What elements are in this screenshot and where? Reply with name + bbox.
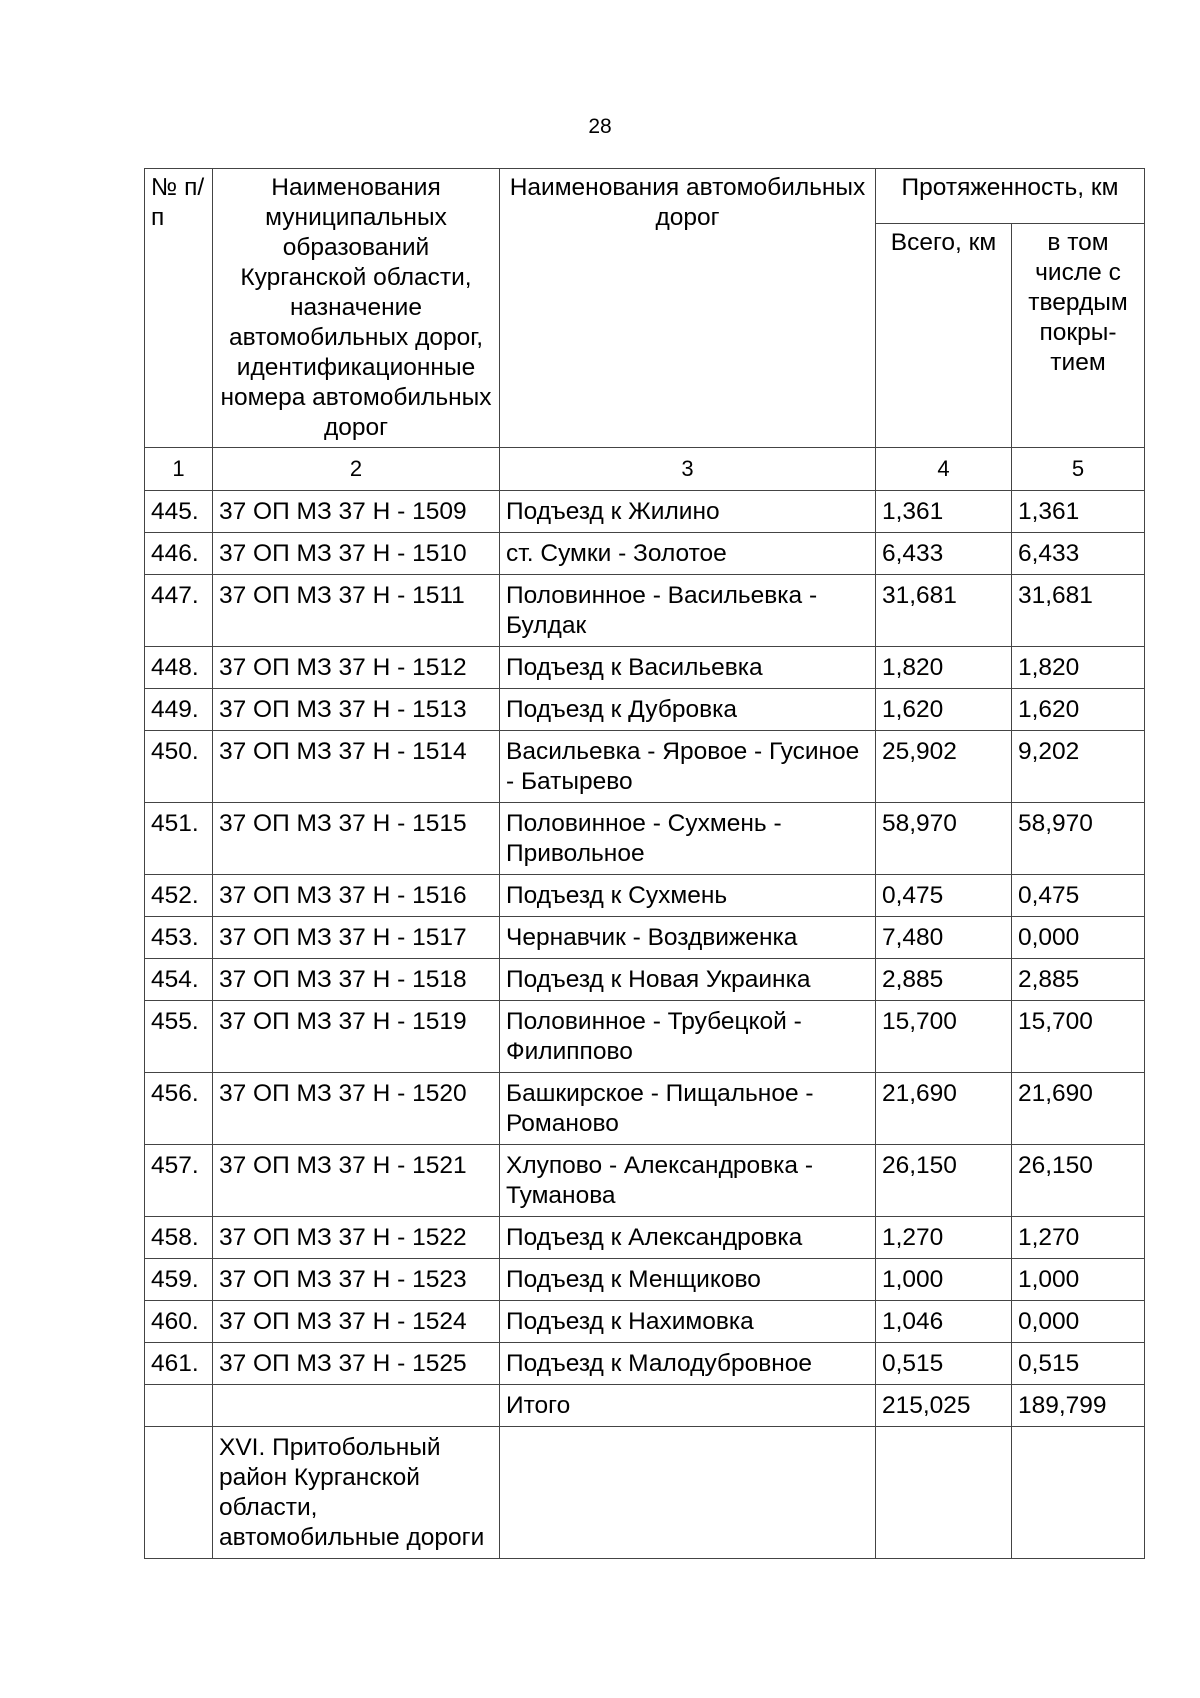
row-num: 451. (145, 803, 213, 875)
header-length: Протяженность, км (876, 169, 1145, 224)
row-road-name: ст. Сумки - Золотое (500, 533, 876, 575)
row-code: 37 ОП МЗ 37 Н - 1519 (213, 1001, 500, 1073)
table-row (145, 1145, 1145, 1217)
row-road-name: Половинное - Трубецкой - Филиппово (500, 1001, 876, 1073)
header-total: Всего, км (876, 223, 1012, 447)
row-total: 26,150 (876, 1145, 1012, 1217)
table-row (145, 917, 1145, 959)
column-number: 5 (1012, 448, 1145, 491)
row-road-name: Подъезд к Васильевка (500, 647, 876, 689)
row-road-name: Подъезд к Сухмень (500, 875, 876, 917)
row-road-name: Подъезд к Менщиково (500, 1259, 876, 1301)
row-code: 37 ОП МЗ 37 Н - 1524 (213, 1301, 500, 1343)
row-hard-surface: 9,202 (1012, 731, 1145, 803)
section-empty-cell (1012, 1427, 1145, 1559)
row-total: 0,515 (876, 1343, 1012, 1385)
row-num: 454. (145, 959, 213, 1001)
header-hard-surface: в том числе с твердым покры- тием (1012, 223, 1145, 447)
row-hard-surface: 0,000 (1012, 917, 1145, 959)
row-total: 1,000 (876, 1259, 1012, 1301)
total-empty-cell (145, 1385, 213, 1427)
row-total: 6,433 (876, 533, 1012, 575)
section-title: XVI. Притобольный район Курганской области, автомобильные дороги (213, 1427, 500, 1559)
row-hard-surface: 1,620 (1012, 689, 1145, 731)
row-num: 457. (145, 1145, 213, 1217)
row-hard-surface: 1,270 (1012, 1217, 1145, 1259)
row-hard-surface: 1,820 (1012, 647, 1145, 689)
row-road-name: Подъезд к Жилино (500, 491, 876, 533)
row-num: 446. (145, 533, 213, 575)
table-row (145, 647, 1145, 689)
column-number: 3 (500, 448, 876, 491)
section-row (145, 1427, 1145, 1559)
row-code: 37 ОП МЗ 37 Н - 1518 (213, 959, 500, 1001)
header-roads: Наименования автомобильных дорог (500, 169, 876, 448)
table-row (145, 803, 1145, 875)
row-total: 0,475 (876, 875, 1012, 917)
row-hard-surface: 58,970 (1012, 803, 1145, 875)
row-road-name: Подъезд к Александровка (500, 1217, 876, 1259)
row-road-name: Подъезд к Новая Украинка (500, 959, 876, 1001)
row-total: 58,970 (876, 803, 1012, 875)
row-num: 459. (145, 1259, 213, 1301)
row-code: 37 ОП МЗ 37 Н - 1511 (213, 575, 500, 647)
row-hard-surface: 6,433 (1012, 533, 1145, 575)
row-num: 450. (145, 731, 213, 803)
header-municipal: Наименования муниципальных образований Курганской области, назначение автомобильных дорог, идентификационные номера автомобильных дорог (213, 169, 500, 448)
row-hard-surface: 1,361 (1012, 491, 1145, 533)
row-num: 449. (145, 689, 213, 731)
row-code: 37 ОП МЗ 37 Н - 1521 (213, 1145, 500, 1217)
row-total: 2,885 (876, 959, 1012, 1001)
row-num: 445. (145, 491, 213, 533)
row-code: 37 ОП МЗ 37 Н - 1509 (213, 491, 500, 533)
section-empty-cell (876, 1427, 1012, 1559)
row-road-name: Половинное - Васильевка - Булдак (500, 575, 876, 647)
total-length: 215,025 (876, 1385, 1012, 1427)
table-row (145, 959, 1145, 1001)
row-road-name: Чернавчик - Воздвиженка (500, 917, 876, 959)
row-road-name: Подъезд к Дубровка (500, 689, 876, 731)
row-hard-surface: 0,515 (1012, 1343, 1145, 1385)
row-total: 1,361 (876, 491, 1012, 533)
row-road-name: Хлупово - Александровка - Туманова (500, 1145, 876, 1217)
row-hard-surface: 31,681 (1012, 575, 1145, 647)
row-road-name: Подъезд к Нахимовка (500, 1301, 876, 1343)
section-empty-cell (145, 1427, 213, 1559)
row-hard-surface: 15,700 (1012, 1001, 1145, 1073)
row-code: 37 ОП МЗ 37 Н - 1510 (213, 533, 500, 575)
column-number: 1 (145, 448, 213, 491)
table-row (145, 491, 1145, 533)
total-label: Итого (500, 1385, 876, 1427)
row-total: 15,700 (876, 1001, 1012, 1073)
row-hard-surface: 1,000 (1012, 1259, 1145, 1301)
table-row (145, 1217, 1145, 1259)
table-row (145, 1073, 1145, 1145)
row-code: 37 ОП МЗ 37 Н - 1513 (213, 689, 500, 731)
row-total: 1,620 (876, 689, 1012, 731)
row-num: 452. (145, 875, 213, 917)
roads-table (144, 168, 1145, 1559)
row-num: 455. (145, 1001, 213, 1073)
row-num: 461. (145, 1343, 213, 1385)
row-hard-surface: 21,690 (1012, 1073, 1145, 1145)
header-num: № п/п (145, 169, 213, 448)
row-total: 1,820 (876, 647, 1012, 689)
row-code: 37 ОП МЗ 37 Н - 1514 (213, 731, 500, 803)
row-total: 7,480 (876, 917, 1012, 959)
table-row (145, 575, 1145, 647)
row-code: 37 ОП МЗ 37 Н - 1522 (213, 1217, 500, 1259)
page-number: 28 (588, 115, 612, 138)
row-road-name: Башкирское - Пищальное - Романово (500, 1073, 876, 1145)
row-num: 453. (145, 917, 213, 959)
total-row (145, 1385, 1145, 1427)
row-hard-surface: 0,000 (1012, 1301, 1145, 1343)
table-row (145, 1001, 1145, 1073)
header-row-1 (145, 169, 1145, 224)
row-code: 37 ОП МЗ 37 Н - 1525 (213, 1343, 500, 1385)
column-numbers-row (145, 448, 1145, 491)
row-hard-surface: 2,885 (1012, 959, 1145, 1001)
row-code: 37 ОП МЗ 37 Н - 1517 (213, 917, 500, 959)
table-row (145, 689, 1145, 731)
row-code: 37 ОП МЗ 37 Н - 1520 (213, 1073, 500, 1145)
table-row (145, 1259, 1145, 1301)
row-hard-surface: 26,150 (1012, 1145, 1145, 1217)
table-row (145, 875, 1145, 917)
column-number: 4 (876, 448, 1012, 491)
row-total: 1,270 (876, 1217, 1012, 1259)
table-row (145, 731, 1145, 803)
row-num: 458. (145, 1217, 213, 1259)
table-row (145, 533, 1145, 575)
total-empty-cell (213, 1385, 500, 1427)
row-hard-surface: 0,475 (1012, 875, 1145, 917)
row-road-name: Васильевка - Яровое - Гусиное - Батырево (500, 731, 876, 803)
row-num: 447. (145, 575, 213, 647)
row-total: 21,690 (876, 1073, 1012, 1145)
row-total: 1,046 (876, 1301, 1012, 1343)
row-total: 31,681 (876, 575, 1012, 647)
column-number: 2 (213, 448, 500, 491)
table-row (145, 1301, 1145, 1343)
row-road-name: Подъезд к Малодубровное (500, 1343, 876, 1385)
row-road-name: Половинное - Сухмень - Привольное (500, 803, 876, 875)
row-code: 37 ОП МЗ 37 Н - 1523 (213, 1259, 500, 1301)
row-code: 37 ОП МЗ 37 Н - 1512 (213, 647, 500, 689)
table-row (145, 1343, 1145, 1385)
row-num: 448. (145, 647, 213, 689)
row-code: 37 ОП МЗ 37 Н - 1515 (213, 803, 500, 875)
row-num: 456. (145, 1073, 213, 1145)
section-empty-cell (500, 1427, 876, 1559)
total-hard-surface: 189,799 (1012, 1385, 1145, 1427)
row-num: 460. (145, 1301, 213, 1343)
row-code: 37 ОП МЗ 37 Н - 1516 (213, 875, 500, 917)
row-total: 25,902 (876, 731, 1012, 803)
